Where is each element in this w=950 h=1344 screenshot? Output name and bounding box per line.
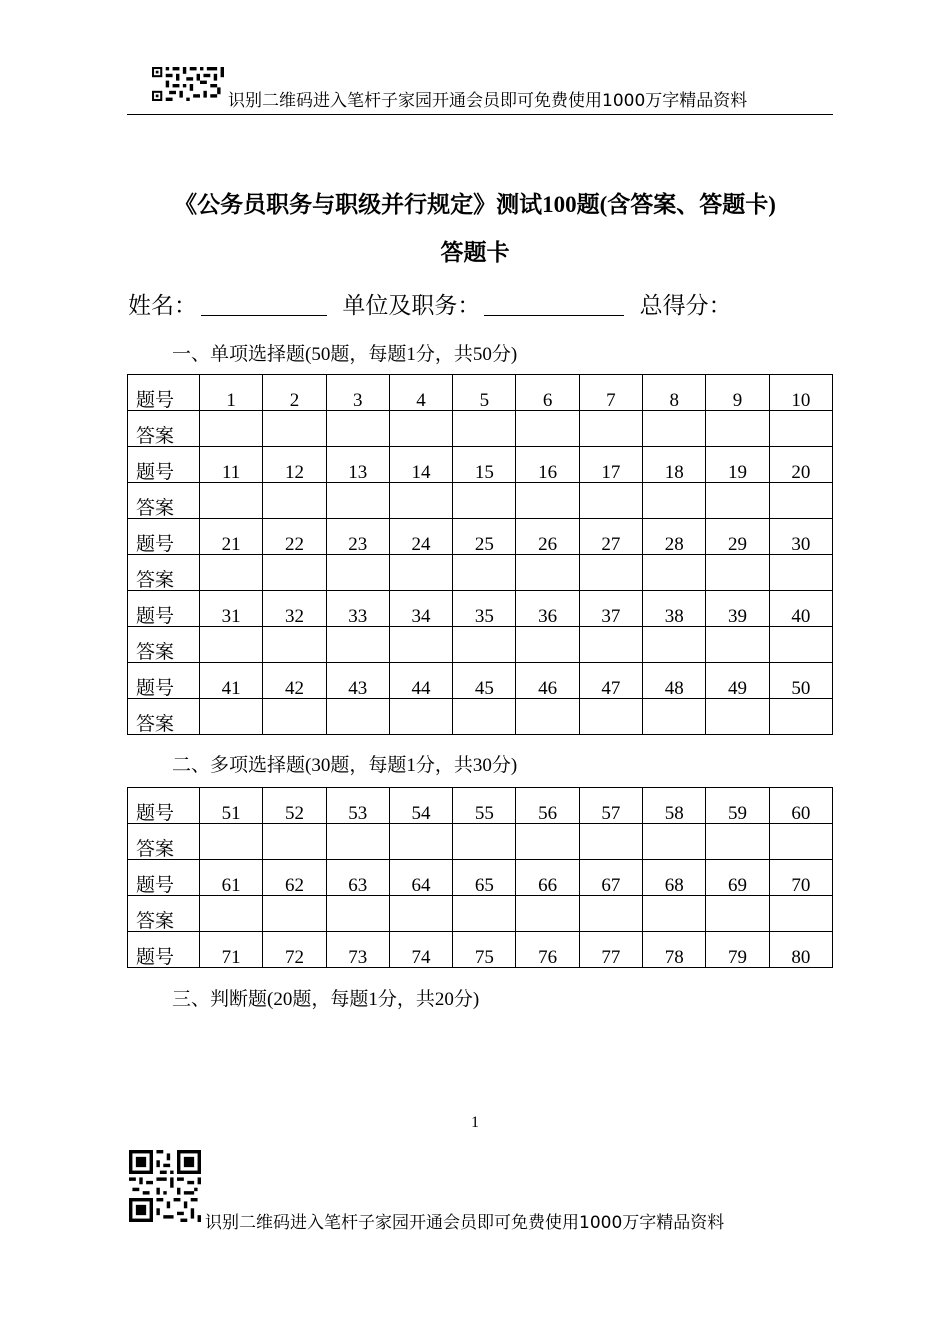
- section-title-single-choice: 一、单项选择题(50题，每题1分，共50分): [172, 344, 518, 365]
- respondent-info-line: [128, 287, 732, 320]
- question-number-cell: 54: [389, 788, 452, 824]
- answer-cell[interactable]: [263, 411, 326, 447]
- answer-cell[interactable]: [643, 896, 706, 932]
- answer-cell[interactable]: [706, 483, 769, 519]
- question-number-cell: 32: [263, 591, 326, 627]
- header-divider: [127, 114, 833, 115]
- answer-cell[interactable]: [516, 699, 579, 735]
- answer-row-label: 答案: [128, 411, 200, 447]
- answer-row: [128, 411, 833, 447]
- single-choice-answer-table: [127, 374, 833, 735]
- question-number-cell: 2: [263, 375, 326, 411]
- answer-cell[interactable]: [769, 483, 832, 519]
- question-number-row: [128, 591, 833, 627]
- question-number-cell: 42: [263, 663, 326, 699]
- question-number-cell: 59: [706, 788, 769, 824]
- question-number-cell: 6: [516, 375, 579, 411]
- question-number-cell: 51: [200, 788, 263, 824]
- answer-cell[interactable]: [643, 824, 706, 860]
- answer-cell[interactable]: [200, 896, 263, 932]
- unit-blank[interactable]: [484, 293, 624, 316]
- question-number-cell: 49: [706, 663, 769, 699]
- answer-row: [128, 699, 833, 735]
- answer-cell[interactable]: [326, 411, 389, 447]
- answer-cell[interactable]: [389, 896, 452, 932]
- question-number-cell: 48: [643, 663, 706, 699]
- answer-row: [128, 896, 833, 932]
- answer-cell[interactable]: [263, 555, 326, 591]
- answer-row-label: 答案: [128, 555, 200, 591]
- question-number-cell: 69: [706, 860, 769, 896]
- question-number-cell: 26: [516, 519, 579, 555]
- section-title-true-false: 三、判断题(20题，每题1分，共20分): [172, 989, 480, 1010]
- question-number-cell: 7: [579, 375, 642, 411]
- question-number-row: [128, 860, 833, 896]
- question-number-cell: 75: [453, 932, 516, 968]
- question-number-cell: 70: [769, 860, 832, 896]
- answer-cell[interactable]: [200, 824, 263, 860]
- question-number-cell: 44: [389, 663, 452, 699]
- answer-cell[interactable]: [326, 896, 389, 932]
- answer-cell[interactable]: [516, 483, 579, 519]
- answer-cell[interactable]: [516, 555, 579, 591]
- document-subtitle: 答题卡: [440, 240, 510, 265]
- answer-cell[interactable]: [706, 896, 769, 932]
- answer-cell[interactable]: [579, 555, 642, 591]
- question-number-label: 题号: [128, 447, 200, 483]
- question-number-row: [128, 788, 833, 824]
- question-number-cell: 19: [706, 447, 769, 483]
- question-number-cell: 25: [453, 519, 516, 555]
- question-number-cell: 22: [263, 519, 326, 555]
- answer-cell[interactable]: [706, 699, 769, 735]
- question-number-cell: 10: [769, 375, 832, 411]
- answer-cell[interactable]: [389, 699, 452, 735]
- question-number-cell: 9: [706, 375, 769, 411]
- question-number-cell: 31: [200, 591, 263, 627]
- answer-cell[interactable]: [326, 699, 389, 735]
- question-number-cell: 47: [579, 663, 642, 699]
- question-number-cell: 17: [579, 447, 642, 483]
- answer-cell[interactable]: [516, 411, 579, 447]
- answer-cell[interactable]: [263, 824, 326, 860]
- answer-row-label: 答案: [128, 627, 200, 663]
- question-number-cell: 46: [516, 663, 579, 699]
- header-qr-code-icon: [152, 67, 224, 101]
- answer-cell[interactable]: [200, 411, 263, 447]
- answer-cell[interactable]: [579, 483, 642, 519]
- question-number-cell: 11: [200, 447, 263, 483]
- answer-cell[interactable]: [706, 411, 769, 447]
- name-label: 姓名：: [128, 293, 197, 319]
- answer-cell[interactable]: [389, 555, 452, 591]
- answer-cell[interactable]: [453, 411, 516, 447]
- answer-cell[interactable]: [706, 627, 769, 663]
- question-number-cell: 39: [706, 591, 769, 627]
- question-number-cell: 61: [200, 860, 263, 896]
- answer-cell[interactable]: [200, 555, 263, 591]
- question-number-label: 题号: [128, 663, 200, 699]
- question-number-cell: 30: [769, 519, 832, 555]
- answer-cell[interactable]: [389, 824, 452, 860]
- question-number-cell: 40: [769, 591, 832, 627]
- answer-row-label: 答案: [128, 824, 200, 860]
- question-number-cell: 74: [389, 932, 452, 968]
- answer-cell[interactable]: [769, 555, 832, 591]
- question-number-cell: 78: [643, 932, 706, 968]
- question-number-cell: 35: [453, 591, 516, 627]
- answer-cell[interactable]: [200, 627, 263, 663]
- answer-cell[interactable]: [453, 555, 516, 591]
- question-number-cell: 12: [263, 447, 326, 483]
- question-number-cell: 71: [200, 932, 263, 968]
- answer-cell[interactable]: [516, 824, 579, 860]
- question-number-cell: 73: [326, 932, 389, 968]
- question-number-cell: 55: [453, 788, 516, 824]
- page-number: 1: [471, 1114, 479, 1131]
- answer-cell[interactable]: [326, 555, 389, 591]
- footer-qr-code-icon: [128, 1150, 202, 1222]
- question-number-cell: 79: [706, 932, 769, 968]
- answer-cell[interactable]: [389, 411, 452, 447]
- question-number-cell: 65: [453, 860, 516, 896]
- answer-cell[interactable]: [326, 627, 389, 663]
- answer-cell[interactable]: [579, 699, 642, 735]
- answer-cell[interactable]: [263, 699, 326, 735]
- question-number-row: [128, 932, 833, 968]
- question-number-label: 题号: [128, 932, 200, 968]
- question-number-cell: 23: [326, 519, 389, 555]
- question-number-row: [128, 447, 833, 483]
- question-number-label: 题号: [128, 591, 200, 627]
- question-number-cell: 15: [453, 447, 516, 483]
- answer-cell[interactable]: [706, 824, 769, 860]
- question-number-cell: 3: [326, 375, 389, 411]
- answer-cell[interactable]: [200, 699, 263, 735]
- question-number-cell: 53: [326, 788, 389, 824]
- answer-cell[interactable]: [453, 824, 516, 860]
- document-title: 《公务员职务与职级并行规定》测试100题(含答案、答题卡): [174, 192, 776, 217]
- question-number-cell: 63: [326, 860, 389, 896]
- question-number-cell: 67: [579, 860, 642, 896]
- question-number-cell: 18: [643, 447, 706, 483]
- question-number-cell: 28: [643, 519, 706, 555]
- question-number-cell: 66: [516, 860, 579, 896]
- answer-cell[interactable]: [643, 411, 706, 447]
- answer-row-label: 答案: [128, 699, 200, 735]
- answer-cell[interactable]: [769, 627, 832, 663]
- question-number-cell: 64: [389, 860, 452, 896]
- question-number-cell: 60: [769, 788, 832, 824]
- question-number-cell: 43: [326, 663, 389, 699]
- answer-cell[interactable]: [579, 411, 642, 447]
- answer-cell[interactable]: [769, 699, 832, 735]
- answer-cell[interactable]: [579, 627, 642, 663]
- question-number-cell: 57: [579, 788, 642, 824]
- question-number-row: [128, 663, 833, 699]
- score-label: 总得分：: [639, 293, 732, 319]
- question-number-cell: 27: [579, 519, 642, 555]
- question-number-cell: 4: [389, 375, 452, 411]
- question-number-cell: 62: [263, 860, 326, 896]
- question-number-cell: 16: [516, 447, 579, 483]
- question-number-row: [128, 519, 833, 555]
- answer-cell[interactable]: [200, 483, 263, 519]
- answer-cell[interactable]: [579, 824, 642, 860]
- answer-cell[interactable]: [516, 896, 579, 932]
- question-number-cell: 14: [389, 447, 452, 483]
- question-number-cell: 29: [706, 519, 769, 555]
- question-number-cell: 24: [389, 519, 452, 555]
- answer-row: [128, 627, 833, 663]
- answer-row: [128, 824, 833, 860]
- question-number-label: 题号: [128, 788, 200, 824]
- answer-cell[interactable]: [643, 483, 706, 519]
- answer-cell[interactable]: [389, 627, 452, 663]
- question-number-label: 题号: [128, 375, 200, 411]
- question-number-label: 题号: [128, 860, 200, 896]
- question-number-cell: 21: [200, 519, 263, 555]
- question-number-cell: 38: [643, 591, 706, 627]
- answer-row-label: 答案: [128, 483, 200, 519]
- answer-cell[interactable]: [263, 627, 326, 663]
- section-title-multiple-choice: 二、多项选择题(30题，每题1分，共30分): [172, 755, 518, 776]
- question-number-cell: 20: [769, 447, 832, 483]
- answer-cell[interactable]: [326, 483, 389, 519]
- question-number-cell: 41: [200, 663, 263, 699]
- answer-cell[interactable]: [453, 627, 516, 663]
- question-number-cell: 52: [263, 788, 326, 824]
- answer-cell[interactable]: [706, 555, 769, 591]
- answer-cell[interactable]: [453, 483, 516, 519]
- answer-cell[interactable]: [643, 699, 706, 735]
- question-number-label: 题号: [128, 519, 200, 555]
- question-number-cell: 76: [516, 932, 579, 968]
- question-number-cell: 37: [579, 591, 642, 627]
- question-number-cell: 33: [326, 591, 389, 627]
- answer-cell[interactable]: [389, 483, 452, 519]
- answer-cell[interactable]: [643, 627, 706, 663]
- answer-cell[interactable]: [453, 896, 516, 932]
- question-number-cell: 34: [389, 591, 452, 627]
- question-number-cell: 8: [643, 375, 706, 411]
- answer-cell[interactable]: [326, 824, 389, 860]
- answer-cell[interactable]: [643, 555, 706, 591]
- question-number-cell: 1: [200, 375, 263, 411]
- question-number-cell: 72: [263, 932, 326, 968]
- question-number-cell: 36: [516, 591, 579, 627]
- answer-cell[interactable]: [263, 483, 326, 519]
- question-number-cell: 58: [643, 788, 706, 824]
- name-blank[interactable]: [201, 293, 327, 316]
- answer-cell[interactable]: [769, 824, 832, 860]
- answer-cell[interactable]: [516, 627, 579, 663]
- question-number-cell: 68: [643, 860, 706, 896]
- answer-row: [128, 483, 833, 519]
- answer-cell[interactable]: [769, 896, 832, 932]
- footer-promo-text: 识别二维码进入笔杆子家园开通会员即可免费使用1000万字精品资料: [205, 1213, 725, 1233]
- header-promo-text: 识别二维码进入笔杆子家园开通会员即可免费使用1000万字精品资料: [228, 91, 748, 111]
- unit-label: 单位及职务：: [342, 293, 481, 319]
- question-number-cell: 77: [579, 932, 642, 968]
- answer-cell[interactable]: [769, 411, 832, 447]
- answer-row-label: 答案: [128, 896, 200, 932]
- answer-cell[interactable]: [579, 896, 642, 932]
- question-number-cell: 56: [516, 788, 579, 824]
- multiple-choice-answer-table: [127, 787, 833, 968]
- question-number-cell: 13: [326, 447, 389, 483]
- question-number-cell: 45: [453, 663, 516, 699]
- question-number-cell: 5: [453, 375, 516, 411]
- answer-cell[interactable]: [453, 699, 516, 735]
- question-number-row: [128, 375, 833, 411]
- answer-cell[interactable]: [263, 896, 326, 932]
- question-number-cell: 80: [769, 932, 832, 968]
- question-number-cell: 50: [769, 663, 832, 699]
- answer-row: [128, 555, 833, 591]
